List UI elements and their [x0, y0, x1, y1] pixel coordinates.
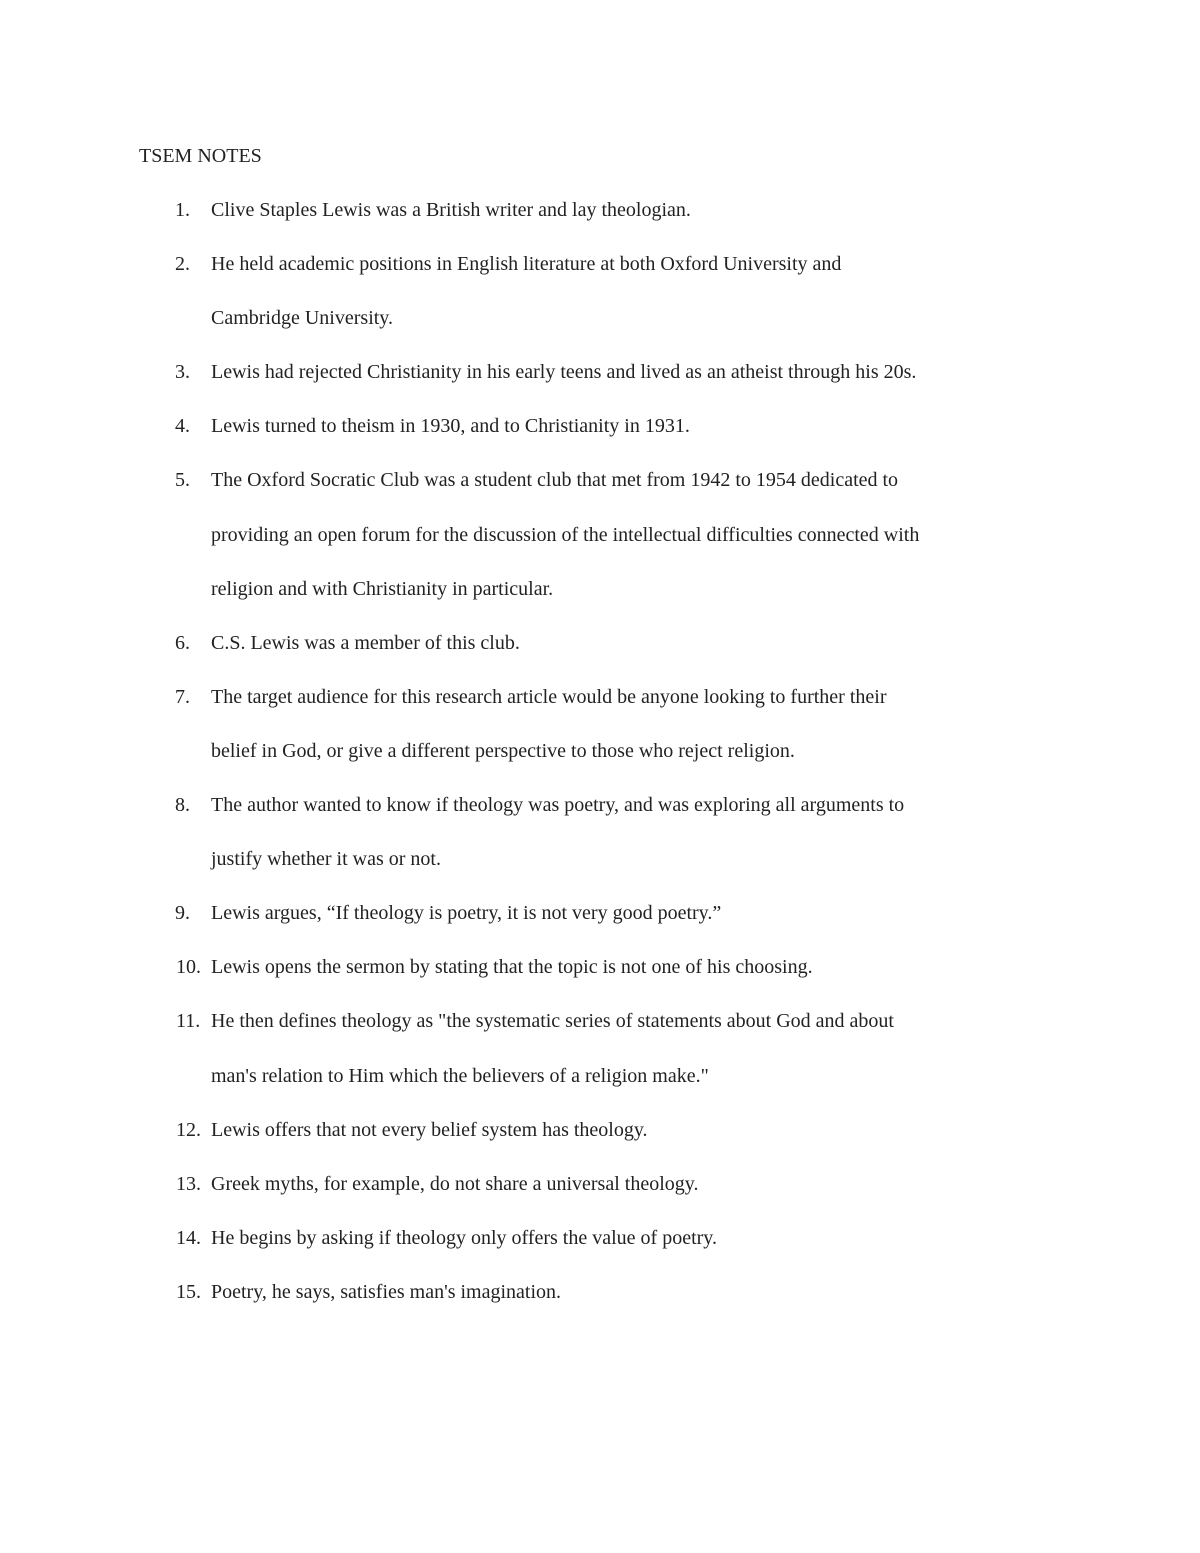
list-item-number: 10. [176, 956, 201, 979]
list-item-number: 13. [176, 1172, 201, 1195]
list-item-text: He begins by asking if theology only offers the value of poetry. [211, 1226, 717, 1249]
list-item [0, 197, 1200, 251]
list-item-number: 12. [176, 1118, 201, 1141]
list-item [0, 413, 1200, 467]
list-item-text: Lewis offers that not every belief system has theology. [211, 1118, 648, 1141]
list-item-number: 8. [175, 794, 190, 817]
list-item-continuation [0, 738, 1200, 792]
list-item-text: He held academic positions in English literature at both Oxford University and [211, 253, 842, 276]
list-item [0, 630, 1200, 684]
list-item-text: belief in God, or give a different perspective to those who reject religion. [211, 739, 795, 762]
list-item-text: Lewis had rejected Christianity in his early teens and lived as an atheist through his 20s. [211, 361, 917, 384]
list-item-text: C.S. Lewis was a member of this club. [211, 631, 520, 654]
list-item-text: Lewis opens the sermon by stating that the topic is not one of his choosing. [211, 956, 813, 979]
list-item-text: Greek myths, for example, do not share a universal theology. [211, 1172, 699, 1195]
document-title: TSEM NOTES [139, 145, 262, 167]
list-item [0, 1117, 1200, 1171]
list-item-text: Lewis turned to theism in 1930, and to Christianity in 1931. [211, 415, 690, 438]
list-item-continuation [0, 846, 1200, 900]
list-item-text: The author wanted to know if theology was poetry, and was exploring all arguments to [211, 794, 905, 817]
list-item-text: The target audience for this research article would be anyone looking to further their [211, 685, 887, 708]
list-item [0, 792, 1200, 846]
list-item-number: 2. [175, 253, 190, 276]
list-item-text: The Oxford Socratic Club was a student club that met from 1942 to 1954 dedicated to [211, 469, 899, 492]
list-item-number: 11. [176, 1010, 201, 1033]
list-item-number: 9. [175, 902, 190, 925]
list-item-number: 6. [175, 631, 190, 654]
list-item-continuation [0, 576, 1200, 630]
list-item-continuation [0, 522, 1200, 576]
list-item-number: 15. [176, 1280, 201, 1303]
list-item-number: 1. [175, 199, 190, 221]
list-item-text: Lewis argues, “If theology is poetry, it is not very good poetry.” [211, 902, 722, 925]
list-item-text: religion and with Christianity in particular. [211, 577, 554, 600]
list-item [0, 251, 1200, 305]
list-item-number: 3. [175, 361, 190, 384]
list-item [0, 1225, 1200, 1279]
list-item [0, 359, 1200, 413]
list-item-text: Clive Staples Lewis was a British writer and lay theologian. [211, 199, 691, 221]
list-item-text: Poetry, he says, satisfies man's imagination. [211, 1280, 562, 1303]
list-item-continuation [0, 305, 1200, 359]
list-item [0, 684, 1200, 738]
list-item [0, 954, 1200, 1008]
list-item-number: 4. [175, 415, 190, 438]
list-item [0, 900, 1200, 954]
notes-list [0, 197, 1200, 1333]
list-item-text: Cambridge University. [211, 307, 394, 330]
list-item-number: 14. [176, 1226, 201, 1249]
list-item [0, 1279, 1200, 1333]
list-item [0, 1008, 1200, 1062]
list-item-number: 7. [175, 685, 190, 708]
list-item [0, 467, 1200, 521]
list-item-text: man's relation to Him which the believers of a religion make." [211, 1064, 709, 1087]
list-item-continuation [0, 1063, 1200, 1117]
list-item-number: 5. [175, 469, 190, 492]
list-item-text: He then defines theology as "the systematic series of statements about God and about [211, 1010, 894, 1033]
list-item-text: justify whether it was or not. [211, 848, 441, 871]
list-item [0, 1171, 1200, 1225]
list-item-text: providing an open forum for the discussion of the intellectual difficulties connected with [211, 523, 920, 546]
